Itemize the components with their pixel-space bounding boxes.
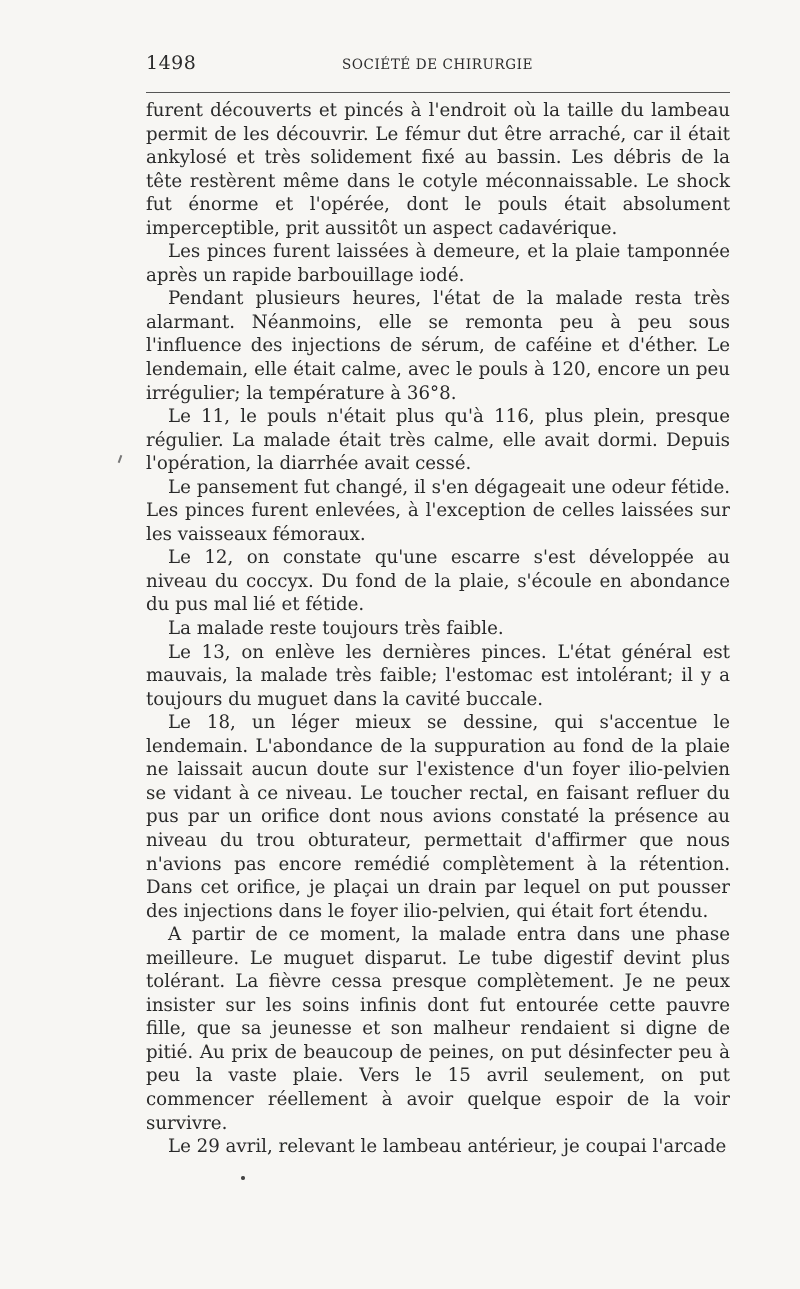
body-text	[146, 99, 730, 1159]
paragraph: Pendant plusieurs heures, l'état de la malade resta très alarmant. Néanmoins, elle se remonta peu à peu sous l'influence des injections de sérum, de caféine et d'éther. Le lendemain, elle était calme, avec le pouls à 120, encore un peu irrégulier; la température à 36°8.	[146, 288, 730, 404]
page-number: 1498	[146, 52, 197, 74]
paragraph: furent découverts et pincés à l'endroit où la taille du lambeau permit de les découvrir. Le fémur dut être arraché, car il était ankylosé et très solidement fixé au bassin. Les débris de la tête restèrent même dans le cotyle méconnaissable. Le shock fut énorme et l'opérée, dont le pouls était absolument imperceptible, prit aussitôt un aspect cadavérique.	[146, 100, 730, 239]
paragraph: A partir de ce moment, la malade entra dans une phase meilleure. Le muguet disparut. Le tube digestif devint plus tolérant. La fièvre cessa presque complètement. Je ne peux insister sur les soins infinis dont fut entourée cette pauvre fille, que sa jeunesse et son malheur rendaient si digne de pitié. Au prix de beaucoup de peines, on put désinfecter peu à peu la vaste plaie. Vers le 15 avril seulement, on put commencer réellement à avoir quelque espoir de la voir survivre.	[146, 924, 730, 1134]
paragraph: Le 11, le pouls n'était plus qu'à 116, plus plein, presque régulier. La malade était très calme, elle avait dormi. Depuis l'opération, la diarrhée avait cessé.	[146, 406, 730, 475]
ink-speck	[241, 1176, 245, 1180]
paragraph: Les pinces furent laissées à demeure, et la plaie tamponnée après un rapide barbouillage iodé.	[146, 241, 730, 286]
paragraph: Le pansement fut changé, il s'en dégageait une odeur fétide. Les pinces furent enlevées, à l'exception de celles laissées sur les vaisseaux fémoraux.	[146, 476, 730, 545]
page-header	[146, 52, 730, 82]
paragraph: Le 13, on enlève les dernières pinces. L'état général est mauvais, la malade très faible; l'estomac est intolérant; il y a toujours du muguet dans la cavité buccale.	[146, 641, 730, 710]
paragraph: Le 29 avril, relevant le lambeau antérieur, je coupai l'arcade	[168, 1136, 727, 1158]
paragraph: Le 12, on constate qu'une escarre s'est développée au niveau du coccyx. Du fond de la plaie, s'écoule en abondance du pus mal lié et fétide.	[146, 547, 730, 616]
running-head: SOCIÉTÉ DE CHIRURGIE	[342, 57, 534, 73]
header-rule	[146, 92, 730, 93]
paragraph: La malade reste toujours très faible.	[168, 618, 504, 640]
margin-mark	[118, 455, 123, 463]
paragraph: Le 18, un léger mieux se dessine, qui s'accentue le lendemain. L'abondance de la suppuration au fond de la plaie ne laissait aucun doute sur l'existence d'un foyer ilio-pelvien se vidant à ce niveau. Le toucher rectal, en faisant refluer du pus par un orifice dont nous avions constaté la présence au niveau du trou obturateur, permettait d'affirmer que nous n'avions pas encore remédié complètement à la rétention. Dans cet orifice, je plaçai un drain par lequel on put pousser des injections dans le foyer ilio-pelvien, qui était fort étendu.	[146, 712, 730, 922]
